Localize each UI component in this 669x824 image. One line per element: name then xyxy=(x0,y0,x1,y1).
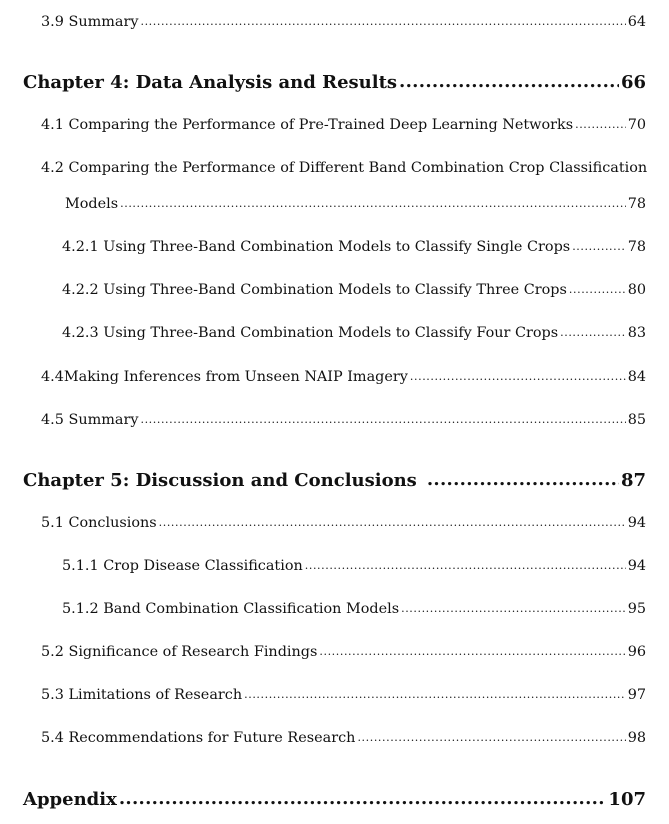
toc-entry-5-1-2[interactable] xyxy=(62,599,646,619)
toc-entry-3-9[interactable] xyxy=(41,12,646,32)
toc-chapter-label: Chapter 4: Data Analysis and Results xyxy=(23,72,398,93)
toc-entry-5-1-1[interactable] xyxy=(62,556,646,576)
toc-entry-label: 4.2.3 Using Three-Band Combination Models to Classify Four Crops xyxy=(62,325,559,341)
toc-page-number: 78 xyxy=(627,239,646,255)
dot-leader xyxy=(410,366,626,387)
dot-leader xyxy=(572,236,626,257)
dot-leader xyxy=(244,684,626,705)
toc-entry-label: 5.1.2 Band Combination Classification Models xyxy=(62,601,400,617)
dot-leader xyxy=(569,279,626,300)
toc-entry-4-2[interactable] xyxy=(65,194,646,214)
toc-page-number: 96 xyxy=(627,644,646,660)
toc-page-number: 66 xyxy=(620,72,646,93)
toc-entry-4-2-2[interactable] xyxy=(62,280,646,300)
toc-entry-label: 4.5 Summary xyxy=(41,412,139,428)
toc-page-number: 107 xyxy=(608,789,646,810)
dot-leader xyxy=(140,11,625,32)
toc-page-number: 85 xyxy=(627,412,646,428)
toc-page-number: 70 xyxy=(627,117,646,133)
toc-chapter-4[interactable] xyxy=(23,71,646,95)
toc-entry-label: 5.2 Significance of Research Findings xyxy=(41,644,318,660)
toc-page-number: 95 xyxy=(627,601,646,617)
toc-entry-5-4[interactable] xyxy=(41,728,646,748)
toc-entry-label: 4.1 Comparing the Performance of Pre-Trained Deep Learning Networks xyxy=(41,117,574,133)
dot-leader xyxy=(159,512,626,533)
dot-leader xyxy=(401,598,626,619)
toc-entry-5-3[interactable] xyxy=(41,685,646,705)
toc-entry-label: Models xyxy=(65,196,119,212)
toc-entry-label: 5.1.1 Crop Disease Classification xyxy=(62,558,303,574)
toc-page-number: 97 xyxy=(627,687,646,703)
dot-leader xyxy=(319,641,625,662)
toc-entry-5-2[interactable] xyxy=(41,642,646,662)
toc-entry-label: 5.1 Conclusions xyxy=(41,515,157,531)
dot-leader xyxy=(305,555,626,576)
toc-page-number: 64 xyxy=(627,14,646,30)
toc-chapter-5[interactable] xyxy=(23,469,646,493)
toc-chapter-label: Appendix xyxy=(23,789,117,810)
toc-entry-4-2-line1[interactable]: 4.2 Comparing the Performance of Different Band Combination Crop Classification xyxy=(41,160,648,176)
toc-entry-label: 3.9 Summary xyxy=(41,14,139,30)
toc-page-number: 84 xyxy=(627,369,646,385)
toc-entry-label: 5.4 Recommendations for Future Research xyxy=(41,730,356,746)
toc-page-number: 98 xyxy=(627,730,646,746)
dot-leader xyxy=(357,727,625,748)
toc-entry-4-5[interactable] xyxy=(41,410,646,430)
toc-entry-5-1[interactable] xyxy=(41,513,646,533)
dot-leader xyxy=(120,193,626,214)
toc-page-number: 87 xyxy=(620,470,646,491)
toc-entry-label: 4.2.2 Using Three-Band Combination Models to Classify Three Crops xyxy=(62,282,567,298)
toc-page-number: 80 xyxy=(627,282,646,298)
dot-leader xyxy=(427,468,619,492)
toc-page-number: 94 xyxy=(627,515,646,531)
toc-entry-label: 4.2.1 Using Three-Band Combination Models to Classify Single Crops xyxy=(62,239,571,255)
dot-leader xyxy=(119,787,607,811)
toc-entry-4-2-1[interactable] xyxy=(62,237,646,257)
toc-appendix[interactable] xyxy=(23,788,646,812)
toc-entry-label: Making Inferences from Unseen NAIP Imagery xyxy=(63,369,408,385)
dot-leader xyxy=(399,70,619,94)
toc-chapter-label: Chapter 5: Discussion and Conclusions xyxy=(23,470,417,491)
toc-page-number: 78 xyxy=(627,196,646,212)
toc-entry-4-1[interactable] xyxy=(41,115,646,135)
toc-entry-4-2-3[interactable] xyxy=(62,323,646,343)
dot-leader xyxy=(560,322,626,343)
dot-leader xyxy=(140,409,625,430)
toc-entry-label: 5.3 Limitations of Research xyxy=(41,687,243,703)
dot-leader xyxy=(575,114,626,135)
toc-entry-number: 4.4 xyxy=(41,369,64,385)
toc-page-number: 94 xyxy=(627,558,646,574)
toc-page-number: 83 xyxy=(627,325,646,341)
toc-entry-4-4[interactable] xyxy=(41,367,646,387)
